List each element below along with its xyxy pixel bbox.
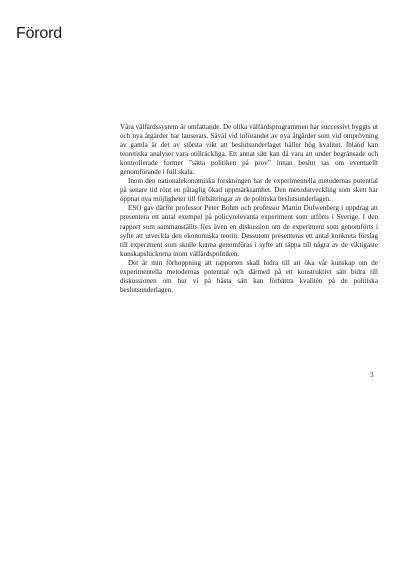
page-number: 3 [370,371,374,379]
paragraph: Det är min förhoppning att rapporten skall bidra till att öka vår kunskap om de experimentella metodernas potential och därmed på ett konstruktivt sätt bidra till diskussionen om hur vi på bästa sätt kan förbättra kvalitén på de politiska beslutsunderlagen. [120,258,378,294]
paragraph: ESO gav därför professor Peter Bohm och professor Martin Dufwenberg i uppdrag att presentera ett antal exempel på policyrelevanta experiment som utförts i Sverige. I den rapport som sammanställts förs även en diskussion om de experiment som genomförts i syfte att utveckla den ekonomiska teorin. Dessutom presenteras ett antal konkreta förslag till experiment som skulle kunna genomföras i syfte att täppa till några av de viktigaste kunskapsluckorna inom välfärdspolitiken. [120,204,378,258]
paragraph: Inom den nationalekonomiska forskningen har de experimentella metodernas potential på senare tid rönt en påtaglig ökad uppmärksamhet. Den metodutveckling som skett har öppnat nya möjligheter till förbättringar av de politiska beslutsunderlagen. [120,177,378,204]
paragraph: Våra välfärdssystem är omfattande. De olika välfärdsprogrammen har successivt byggts ut och nya åtgärder har lanserats. Såväl vid införandet av nya åtgärder som vid omprövning av gamla är det av största vikt att beslutsunderlaget håller hög kvalitet. Ibland kan teoretiska analyser vara otillräckliga. Ett annat sätt kan då vara att under begränsade och kontrollerade former ”sätta politiken på prov” innan beslut tas om eventuellt genomförande i full skala. [120,123,378,177]
page-title: Förord [16,25,62,42]
foreword-body [120,123,378,295]
